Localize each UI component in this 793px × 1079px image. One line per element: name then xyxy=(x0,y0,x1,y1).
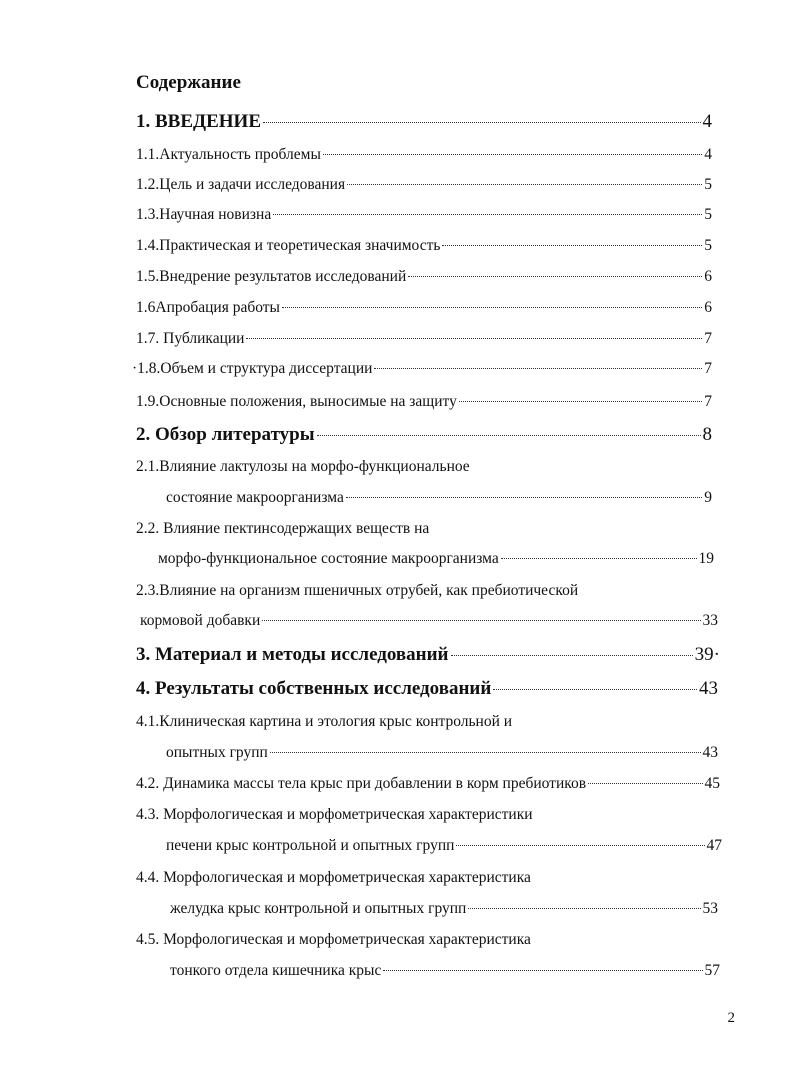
toc-entry-page: 4 xyxy=(704,146,712,163)
toc-entry-materials-methods xyxy=(136,640,720,670)
toc-entry-page: 7 xyxy=(704,330,712,347)
leader-dots xyxy=(346,497,702,498)
toc-entry-2-1 xyxy=(166,485,712,511)
toc-entry-page: 5 xyxy=(704,237,712,254)
toc-entry-label: тонкого отдела кишечника крыс xyxy=(170,962,382,979)
leader-dots xyxy=(588,783,702,784)
toc-entry-label: 1.9.Основные положения, выносимые на защиту xyxy=(136,393,457,410)
toc-entry-1-8 xyxy=(132,356,712,382)
leader-dots xyxy=(246,338,702,339)
toc-title: Содержание xyxy=(136,72,241,93)
toc-entry-page: 6 xyxy=(704,268,712,285)
toc-entry-1-2 xyxy=(136,172,712,198)
toc-entry-label: 1.4.Практическая и теоретическая значимость xyxy=(136,237,441,254)
toc-entry-results xyxy=(136,674,718,704)
leader-dots xyxy=(493,689,697,690)
toc-entry-label: 1.1.Актуальность проблемы xyxy=(136,146,321,163)
toc-entry-1-7 xyxy=(136,326,712,352)
toc-entry-1-9 xyxy=(136,389,712,415)
toc-entry-page: 45 xyxy=(704,775,720,792)
toc-entry-page: 43 xyxy=(699,678,718,699)
leader-dots xyxy=(347,184,702,185)
toc-entry-1-1 xyxy=(136,142,712,168)
toc-entry-label: состояние макроорганизма xyxy=(166,489,344,506)
toc-entry-literature-review xyxy=(136,420,712,450)
toc-entry-2-2 xyxy=(158,546,714,572)
toc-entry-page: 33 xyxy=(702,612,718,629)
leader-dots xyxy=(282,307,702,308)
toc-entry-label: 4. Результаты собственных исследований xyxy=(136,678,492,699)
toc-entry-label: ·1.8.Объем и структура диссертации xyxy=(132,360,373,377)
toc-entry-page: 19 xyxy=(698,550,714,567)
toc-entry-label: 1.6Апробация работы xyxy=(136,299,280,316)
toc-entry-1-5 xyxy=(136,264,712,290)
toc-entry-page: 57 xyxy=(704,962,720,979)
leader-dots xyxy=(273,214,702,215)
toc-entry-page: 7 xyxy=(704,360,712,377)
leader-dots xyxy=(451,655,693,656)
toc-entry-4-5 xyxy=(170,958,720,984)
toc-entry-label: морфо-функциональное состояние макроорганизма xyxy=(158,550,499,567)
leader-dots xyxy=(383,970,702,971)
toc-entry-2-3-line1: 2.3.Влияние на организм пшеничных отрубей, как пребиотической xyxy=(136,582,579,599)
leader-dots xyxy=(442,245,702,246)
toc-entry-1-3 xyxy=(136,202,712,228)
toc-entry-page: 53 xyxy=(702,900,718,917)
toc-entry-4-5-line1: 4.5. Морфологическая и морфометрическая характеристика xyxy=(136,931,531,948)
leader-dots xyxy=(374,368,702,369)
toc-entry-label: кормовой добавки xyxy=(140,612,261,629)
toc-entry-label: 1.2.Цель и задачи исследования xyxy=(136,176,346,193)
toc-entry-page: 39· xyxy=(694,644,720,665)
leader-dots xyxy=(459,401,702,402)
toc-entry-label: 1.3.Научная новизна xyxy=(136,206,272,223)
toc-entry-4-3 xyxy=(166,833,722,859)
toc-entry-page: 9 xyxy=(704,489,712,506)
toc-entry-1-4 xyxy=(136,233,712,259)
toc-entry-label: печени крыс контрольной и опытных групп xyxy=(166,837,455,854)
leader-dots xyxy=(456,845,704,846)
leader-dots xyxy=(263,122,701,123)
toc-entry-intro xyxy=(136,107,712,137)
toc-entry-4-2 xyxy=(136,771,720,797)
leader-dots xyxy=(468,908,700,909)
toc-entry-4-3-line1: 4.3. Морфологическая и морфометрическая характеристики xyxy=(136,806,533,823)
toc-entry-page: 6 xyxy=(704,299,712,316)
leader-dots xyxy=(408,276,702,277)
toc-entry-page: 4 xyxy=(702,111,712,132)
leader-dots xyxy=(323,154,702,155)
toc-entry-page: 5 xyxy=(704,176,712,193)
toc-entry-4-4-line1: 4.4. Морфологическая и морфометрическая характеристика xyxy=(136,869,531,886)
toc-entry-2-2-line1: 2.2. Влияние пектинсодержащих веществ на xyxy=(136,520,430,537)
toc-entry-page: 43 xyxy=(702,744,718,761)
toc-entry-page: 7 xyxy=(704,393,712,410)
toc-entry-page: 47 xyxy=(706,837,722,854)
leader-dots xyxy=(501,558,697,559)
toc-entry-page: 5 xyxy=(704,206,712,223)
toc-entry-label: желудка крыс контрольной и опытных групп xyxy=(170,900,467,917)
page-number: 2 xyxy=(727,1010,735,1026)
leader-dots xyxy=(262,620,700,621)
toc-entry-label: 2. Обзор литературы xyxy=(136,424,315,445)
toc-entry-label: 4.2. Динамика массы тела крыс при добавлении в корм пребиотиков xyxy=(136,775,587,792)
leader-dots xyxy=(270,752,701,753)
toc-entry-2-1-line1: 2.1.Влияние лактулозы на морфо-функциональное xyxy=(136,458,470,475)
toc-entry-4-4 xyxy=(170,896,718,922)
toc-entry-4-1-line1: 4.1.Клиническая картина и этология крыс контрольной и xyxy=(136,713,513,730)
toc-entry-label: 1. ВВЕДЕНИЕ xyxy=(136,111,261,132)
leader-dots xyxy=(317,435,701,436)
toc-entry-label: опытных групп xyxy=(166,744,268,761)
toc-entry-label: 3. Материал и методы исследований xyxy=(136,644,449,665)
toc-entry-1-6 xyxy=(136,295,712,321)
toc-entry-4-1 xyxy=(166,740,718,766)
toc-entry-2-3 xyxy=(140,608,718,634)
toc-entry-label: 1.7. Публикации xyxy=(136,330,245,347)
toc-entry-label: 1.5.Внедрение результатов исследований xyxy=(136,268,407,285)
toc-entry-page: 8 xyxy=(702,424,712,445)
